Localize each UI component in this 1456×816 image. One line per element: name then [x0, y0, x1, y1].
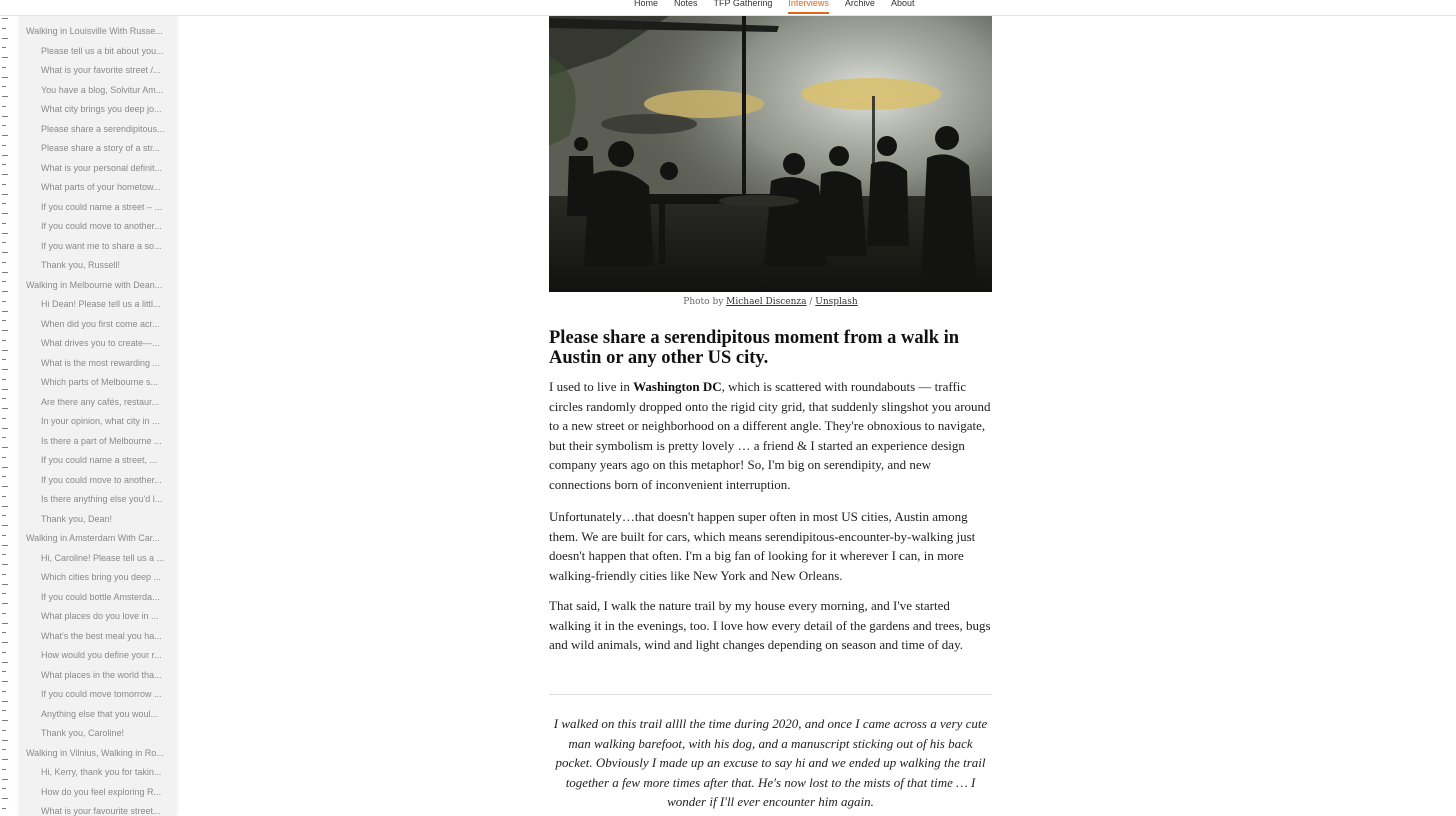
- paragraph-2: Unfortunately…that doesn't happen super often in most US cities, Austin among them. We are built for cars, which means serendipitous-encounter-by-walking just doesn't happen that often. I'm a big fan of looking for it wherever I can, in more walking-friendly cities like New York and New Orleans.: [549, 509, 976, 583]
- toc-tick-rail[interactable]: [2, 18, 12, 816]
- scroll-tick-mark: [2, 467, 8, 468]
- scroll-tick-mark: [2, 545, 8, 546]
- unsplash-link[interactable]: Unsplash: [815, 297, 858, 307]
- scroll-tick-mark: [2, 632, 6, 633]
- scroll-tick-mark: [2, 281, 6, 282]
- scroll-tick-mark: [2, 749, 6, 750]
- scroll-tick-mark: [2, 369, 8, 370]
- toc-subsection-item[interactable]: What is your favorite street /...: [41, 65, 161, 75]
- scroll-tick-mark: [2, 145, 6, 146]
- scroll-tick-mark: [2, 106, 6, 107]
- toc-subsection-item[interactable]: Hi Dean! Please tell us a littl...: [41, 299, 161, 309]
- nav-item-archive[interactable]: Archive: [844, 0, 875, 8]
- table-of-contents: [19, 0, 175, 816]
- scroll-tick-mark: [2, 613, 6, 614]
- scroll-tick-mark: [2, 350, 8, 351]
- article-photo: [549, 16, 992, 292]
- toc-section-item[interactable]: Walking in Melbourne with Dean...: [26, 279, 163, 290]
- scroll-tick-mark: [2, 769, 6, 770]
- toc-subsection-item[interactable]: If you could move tomorrow ...: [41, 689, 162, 699]
- scroll-tick-mark: [2, 174, 8, 175]
- scroll-tick-mark: [2, 252, 8, 253]
- scroll-tick-mark: [2, 38, 8, 39]
- scroll-tick-mark: [2, 710, 6, 711]
- scroll-tick-mark: [2, 223, 6, 224]
- toc-subsection-item[interactable]: Please share a story of a str...: [41, 143, 161, 153]
- toc-subsection-item[interactable]: What city brings you deep jo...: [41, 104, 162, 114]
- scroll-tick-mark: [2, 720, 8, 721]
- toc-section-item[interactable]: Walking in Vilnius, Walking in Ro...: [26, 747, 164, 758]
- scroll-tick-mark: [2, 330, 8, 331]
- toc-subsection-item[interactable]: Which parts of Melbourne s...: [41, 377, 159, 387]
- toc-subsection-item[interactable]: What places in the world tha...: [41, 669, 162, 680]
- scroll-tick-mark: [2, 203, 6, 204]
- scroll-tick-mark: [2, 603, 8, 604]
- scroll-tick-mark: [2, 155, 8, 156]
- photo-caption: [549, 297, 992, 307]
- scroll-tick-mark: [2, 242, 6, 243]
- scroll-tick-mark: [2, 642, 8, 643]
- toc-subsection-item[interactable]: If you want me to share a so...: [41, 240, 162, 251]
- nav-item-interviews[interactable]: Interviews: [788, 0, 829, 9]
- scroll-tick-mark: [2, 691, 6, 692]
- top-navigation: [0, 0, 1456, 16]
- pull-quote: I walked on this trail allll the time during 2020, and once I came across a very cute man walking barefoot, with his dog, and a manuscript sticking out of his back pocket. Obviously I made up an excuse to say hi and we ended up walking the trail together a few more times after that. He's now lost to the mists of that time … I wonder if I'll ever encounter him again.: [553, 716, 988, 809]
- toc-subsection-item[interactable]: What parts of your hometow...: [41, 182, 161, 192]
- scroll-tick-mark: [2, 272, 8, 273]
- scroll-tick-mark: [2, 418, 6, 419]
- scroll-tick-mark: [2, 233, 8, 234]
- scroll-tick-mark: [2, 574, 6, 575]
- toc-subsection-item[interactable]: Thank you, Russell!: [41, 260, 121, 270]
- p1-after: , which is scattered with roundabouts — traffic circles randomly dropped onto the rigid city grid, that suddenly slingshot you around to a new street or neighborhood on a different angle. They're obnoxious to navigate, but their symbolism is pretty lovely … a friend & I started an experience design company years ago on this metaphor! So, I'm big on serendipity, and new connections born of inconvenient interruption.: [549, 379, 991, 492]
- scroll-tick-mark: [2, 652, 6, 653]
- nav-item-about[interactable]: About: [890, 0, 915, 8]
- scroll-tick-mark: [2, 301, 6, 302]
- toc-list: [19, 22, 175, 816]
- toc-subsection-item[interactable]: If you could name a street, ...: [41, 455, 158, 465]
- toc-subsection-item[interactable]: What is your favourite street...: [41, 806, 161, 816]
- scroll-tick-mark: [2, 428, 8, 429]
- scroll-tick-mark: [2, 808, 6, 809]
- toc-subsection-item[interactable]: If you could move to another...: [41, 474, 162, 485]
- scroll-tick-mark: [2, 125, 6, 126]
- caption-separator: /: [806, 297, 816, 307]
- scroll-tick-mark: [2, 77, 8, 78]
- scroll-tick-mark: [2, 320, 6, 321]
- scroll-tick-mark: [2, 135, 8, 136]
- toc-subsection-item[interactable]: Thank you, Caroline!: [41, 728, 125, 738]
- toc-subsection-item[interactable]: In your opinion, what city in ...: [41, 416, 160, 426]
- scroll-tick-mark: [2, 662, 8, 663]
- scroll-tick-mark: [2, 701, 8, 702]
- toc-subsection-item[interactable]: Thank you, Dean!: [41, 513, 113, 524]
- section-divider: [549, 694, 992, 695]
- scroll-tick-mark: [2, 457, 6, 458]
- scroll-tick-mark: [2, 476, 6, 477]
- scroll-tick-mark: [2, 184, 6, 185]
- scroll-tick-mark: [2, 525, 8, 526]
- toc-subsection-item[interactable]: Hi, Caroline! Please tell us a ...: [41, 552, 165, 563]
- toc-subsection-item[interactable]: Is there anything else you'd l...: [41, 494, 163, 504]
- scroll-tick-mark: [2, 740, 8, 741]
- p1-bold: Washington DC: [633, 379, 722, 394]
- toc-subsection-item[interactable]: What places do you love in ...: [41, 611, 159, 621]
- toc-subsection-item[interactable]: Anything else that you woul...: [41, 708, 159, 719]
- photographer-link[interactable]: Michael Discenza: [726, 297, 807, 307]
- scroll-tick-mark: [2, 798, 8, 799]
- scroll-tick-mark: [2, 447, 8, 448]
- nav-item-home[interactable]: Home: [634, 0, 659, 8]
- scroll-tick-mark: [2, 506, 8, 507]
- toc-subsection-item[interactable]: Hi, Kerry, thank you for takin...: [41, 767, 162, 777]
- toc-subsection-item[interactable]: How do you feel exploring R...: [41, 786, 162, 797]
- scroll-tick-mark: [2, 164, 6, 165]
- nav-menu: [634, 0, 914, 9]
- toc-subsection-item[interactable]: If you could bottle Amsterda...: [41, 591, 160, 602]
- scroll-tick-mark: [2, 437, 6, 438]
- scroll-tick-mark: [2, 535, 6, 536]
- p1-before: I used to live in: [549, 379, 634, 394]
- scroll-tick-mark: [2, 486, 8, 487]
- scroll-tick-mark: [2, 788, 6, 789]
- scroll-tick-mark: [2, 584, 8, 585]
- toc-subsection-item[interactable]: Please share a serendipitous...: [41, 123, 165, 134]
- scroll-tick-mark: [2, 213, 8, 214]
- toc-subsection-item[interactable]: If you could move to another...: [41, 221, 162, 231]
- scroll-tick-mark: [2, 359, 6, 360]
- scroll-tick-mark: [2, 564, 8, 565]
- scroll-tick-mark: [2, 496, 6, 497]
- scroll-tick-mark: [2, 18, 8, 19]
- scroll-tick-mark: [2, 194, 8, 195]
- scroll-tick-mark: [2, 96, 8, 97]
- toc-subsection-item[interactable]: What's the best meal you ha...: [41, 630, 162, 641]
- scroll-tick-mark: [2, 408, 8, 409]
- toc-section-item[interactable]: Walking in Amsterdam With Car...: [26, 533, 160, 543]
- toc-subsection-item[interactable]: Which cities bring you deep ...: [41, 572, 162, 582]
- toc-subsection-item[interactable]: What is your personal definit...: [41, 162, 163, 173]
- toc-subsection-item[interactable]: How would you define your r...: [41, 650, 162, 660]
- scroll-tick-mark: [2, 593, 6, 594]
- scroll-tick-mark: [2, 730, 6, 731]
- scroll-tick-mark: [2, 389, 8, 390]
- section-heading: Please share a serendipitous moment from a walk in Austin or any other US city.: [549, 328, 960, 368]
- toc-subsection-item[interactable]: You have a blog, Solvitur Am...: [41, 84, 164, 95]
- scroll-tick-mark: [2, 554, 6, 555]
- scroll-tick-mark: [2, 311, 8, 312]
- scroll-tick-mark: [2, 779, 8, 780]
- toc-subsection-item[interactable]: Are there any cafés, restaur...: [41, 396, 160, 407]
- scroll-tick-mark: [2, 681, 8, 682]
- restaurant-patio-photo: [549, 16, 992, 292]
- toc-subsection-item[interactable]: When did you first come acr...: [41, 318, 160, 329]
- toc-subsection-item[interactable]: What drives you to create—...: [41, 338, 160, 348]
- scroll-tick-mark: [2, 116, 8, 117]
- paragraph-1: [549, 377, 992, 494]
- scroll-tick-mark: [2, 515, 6, 516]
- scroll-tick-mark: [2, 759, 8, 760]
- toc-subsection-item[interactable]: Is there a part of Melbourne ...: [41, 435, 162, 446]
- scroll-tick-mark: [2, 86, 6, 87]
- toc-subsection-item[interactable]: Please tell us a bit about you...: [41, 45, 164, 56]
- scroll-tick-mark: [2, 67, 6, 68]
- scroll-tick-mark: [2, 262, 6, 263]
- nav-item-notes[interactable]: Notes: [674, 0, 698, 8]
- nav-item-tfp-gathering[interactable]: TFP Gathering: [713, 0, 773, 8]
- scroll-tick-mark: [2, 340, 6, 341]
- toc-subsection-item[interactable]: If you could name a street – ...: [41, 201, 163, 212]
- toc-subsection-item[interactable]: What is the most rewarding ...: [41, 357, 161, 368]
- scroll-tick-mark: [2, 398, 6, 399]
- scroll-tick-mark: [2, 28, 6, 29]
- scroll-tick-mark: [2, 379, 6, 380]
- scroll-tick-mark: [2, 57, 8, 58]
- caption-prefix: Photo by: [683, 297, 727, 307]
- toc-section-item[interactable]: Walking in Louisville With Russe...: [26, 26, 163, 36]
- scroll-tick-mark: [2, 623, 8, 624]
- scroll-tick-mark: [2, 291, 8, 292]
- paragraph-3: That said, I walk the nature trail by my house every morning, and I've started walking it in the evenings, too. I love how every detail of the gardens and trees, bugs and wild animals, wind and light changes depending on season and time of day.: [549, 598, 991, 652]
- scroll-tick-mark: [2, 671, 6, 672]
- scroll-tick-mark: [2, 47, 6, 48]
